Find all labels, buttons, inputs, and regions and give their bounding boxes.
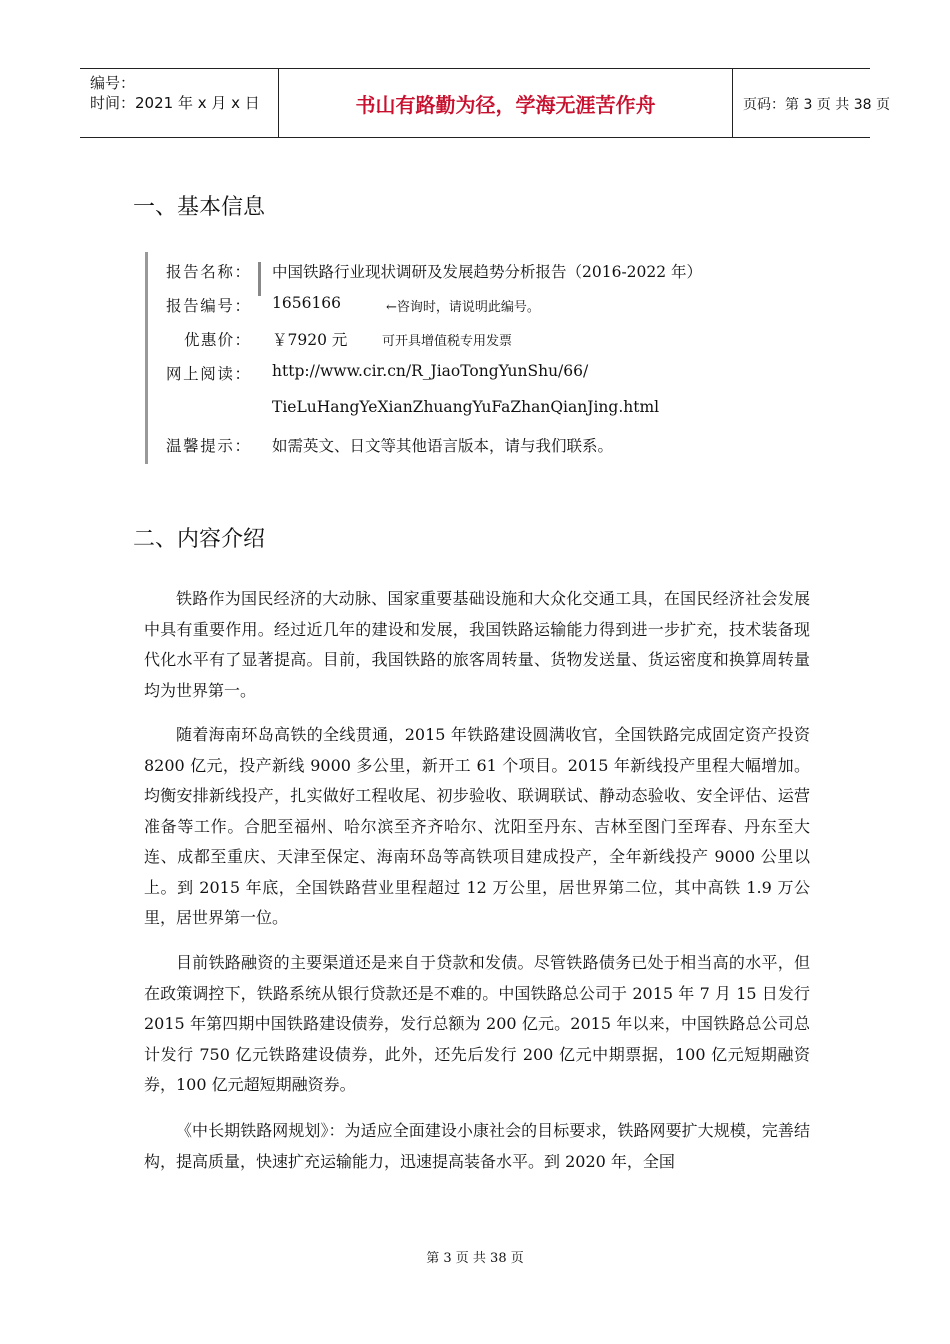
report-name-value: 中国铁路行业现状调研及发展趋势分析报告（2016-2022 年） bbox=[272, 263, 703, 281]
intro-paragraph: 随着海南环岛高铁的全线贯通，2015 年铁路建设圆满收官，全国铁路完成固定资产投资 8200 亿元，投产新线 9000 多公里，新开工 61 个项目。2015 年新线投产里程大幅增加。均衡安排新线投产，扎实做好工程收尾、初步验收、联调联试、静动态验收、安全评估、运营准备等工作。合肥至福州、哈尔滨至齐齐哈尔、沈阳至丹东、吉林至图门至珲春、丹东至大连、成都至重庆、天津至保定、海南环岛等高铁项目建成投产，全年新线投产 9000 公里以上。到 2015 年底，全国铁路营业里程超过 12 万公里，居世界第二位，其中高铁 1.9 万公里，居世界第一位。 bbox=[144, 725, 810, 927]
header-left-cell bbox=[80, 69, 279, 137]
info-label: 报告编号： bbox=[166, 297, 250, 315]
header-motto: 书山有路勤为径，学海无涯苦作舟 bbox=[355, 93, 656, 117]
page-header bbox=[80, 68, 890, 138]
section-title-content-intro: 二、内容介绍 bbox=[133, 527, 266, 552]
intro-paragraph: 目前铁路融资的主要渠道还是来自于贷款和发债。尽管铁路债务已处于相当高的水平，但在政策调控下，铁路系统从银行贷款还是不难的。中国铁路总公司于 2015 年 7 月 15 日发行 2015 年第四期中国铁路建设债券，发行总额为 200 亿元。2015 年以来，中国铁路总公司总计发行 750 亿元铁路建设债券，此外，还先后发行 200 亿元中期票据，100 亿元短期融资券，100 亿元超短期融资券。 bbox=[144, 953, 810, 1094]
price-note: 可开具增值税专用发票 bbox=[382, 334, 513, 349]
online-link[interactable]: http://www.cir.cn/R_JiaoTongYunShu/66/ bbox=[272, 362, 589, 380]
info-label: 报告名称： bbox=[166, 263, 250, 281]
price-value: ￥7920 元 bbox=[272, 331, 348, 349]
header-page-info: 页码：第 3 页 共 38 页 bbox=[743, 97, 890, 113]
section-title-basic-info: 一、基本信息 bbox=[133, 195, 266, 220]
page-footer: 第 3 页 共 38 页 bbox=[426, 1251, 524, 1266]
report-number-note: ←咨询时，请说明此编号。 bbox=[386, 300, 540, 315]
tip-value: 如需英文、日文等其他语言版本，请与我们联系。 bbox=[272, 437, 614, 455]
info-label: 优惠价： bbox=[184, 331, 250, 349]
divider bbox=[258, 262, 261, 296]
info-label: 温馨提示： bbox=[166, 437, 250, 455]
basic-info-box bbox=[145, 252, 838, 464]
intro-paragraph: 《中长期铁路网规划》：为适应全面建设小康社会的目标要求，铁路网要扩大规模，完善结构，提高质量，快速扩充运输能力，迅速提高装备水平。到 2020 年，全国 bbox=[144, 1121, 810, 1171]
info-label: 网上阅读： bbox=[166, 365, 250, 383]
document-time-label: 时间：2021 年 x 月 x 日 bbox=[90, 94, 260, 112]
document-number-label: 编号： bbox=[90, 74, 136, 92]
online-link-continued[interactable]: TieLuHangYeXianZhuangYuFaZhanQianJing.html bbox=[272, 398, 660, 416]
report-number-value: 1656166 bbox=[272, 294, 342, 312]
header-right-cell bbox=[733, 69, 890, 137]
header-middle-cell bbox=[279, 69, 733, 137]
intro-paragraph: 铁路作为国民经济的大动脉、国家重要基础设施和大众化交通工具，在国民经济社会发展中具有重要作用。经过近几年的建设和发展，我国铁路运输能力得到进一步扩充，技术装备现代化水平有了显著提高。目前，我国铁路的旅客周转量、货物发送量、货运密度和换算周转量均为世界第一。 bbox=[144, 589, 810, 700]
